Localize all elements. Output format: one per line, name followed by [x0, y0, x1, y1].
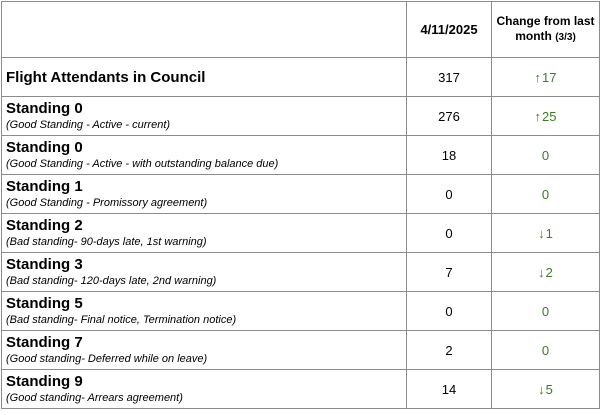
- row-label: [2, 331, 407, 370]
- row-change: [492, 97, 600, 136]
- table-row: [2, 175, 600, 214]
- row-subtitle: (Good standing- Arrears agreement): [6, 392, 183, 404]
- table-row: [2, 58, 600, 97]
- row-label: [2, 175, 407, 214]
- row-title: Flight Attendants in Council: [6, 68, 206, 86]
- row-change: [492, 253, 600, 292]
- row-label: [2, 214, 407, 253]
- row-change-value: 0: [541, 147, 550, 163]
- row-title: Standing 1: [6, 178, 83, 195]
- row-title: Standing 0: [6, 100, 83, 117]
- row-subtitle: (Bad standing- Final notice, Termination notice): [6, 314, 237, 326]
- header-date: 4/11/2025: [407, 2, 492, 58]
- row-label: [2, 370, 407, 409]
- row-change-value: 17: [542, 69, 557, 85]
- row-label: [2, 292, 407, 331]
- table-row: [2, 214, 600, 253]
- row-title: Standing 2: [6, 217, 83, 234]
- header-change: [492, 2, 600, 58]
- row-change-value: 0: [541, 186, 550, 202]
- row-value: 0: [407, 175, 492, 214]
- row-subtitle: (Bad standing- 120-days late, 2nd warning): [6, 275, 217, 287]
- row-change-value: 1: [545, 225, 553, 241]
- row-change-value: 0: [541, 342, 550, 358]
- row-value: 317: [407, 58, 492, 97]
- row-label: [2, 58, 407, 97]
- table-row: [2, 97, 600, 136]
- row-change-value: 0: [541, 303, 550, 319]
- arrow-down-icon: ↓: [538, 264, 545, 280]
- row-subtitle: (Bad standing- 90-days late, 1st warning): [6, 236, 207, 248]
- row-subtitle: (Good Standing - Promissory agreement): [6, 197, 208, 209]
- row-value: 276: [407, 97, 492, 136]
- header-change-period: (3/3): [555, 32, 576, 43]
- table-row: [2, 370, 600, 409]
- row-value: 0: [407, 292, 492, 331]
- row-value: 2: [407, 331, 492, 370]
- header-row: [2, 2, 600, 58]
- row-change-value: 25: [542, 108, 557, 124]
- header-change-line2: month: [515, 29, 552, 43]
- table-row: [2, 331, 600, 370]
- row-change: [492, 370, 600, 409]
- standings-table: [1, 1, 600, 409]
- row-change-value: 2: [545, 264, 553, 280]
- row-label: [2, 253, 407, 292]
- row-value: 14: [407, 370, 492, 409]
- row-change: [492, 331, 600, 370]
- row-title: Standing 3: [6, 256, 83, 273]
- row-subtitle: (Good Standing - Active - with outstanding balance due): [6, 158, 279, 170]
- arrow-down-icon: ↓: [538, 225, 545, 241]
- row-title: Standing 0: [6, 139, 83, 156]
- row-subtitle: (Good standing- Deferred while on leave): [6, 353, 208, 365]
- table-row: [2, 292, 600, 331]
- row-change: [492, 175, 600, 214]
- row-title: Standing 7: [6, 334, 83, 351]
- row-value: 0: [407, 214, 492, 253]
- header-empty-cell: [2, 2, 407, 58]
- row-value: 18: [407, 136, 492, 175]
- row-title: Standing 5: [6, 295, 83, 312]
- arrow-up-icon: ↑: [534, 69, 542, 85]
- table-row: [2, 253, 600, 292]
- row-label: [2, 136, 407, 175]
- row-title: Standing 9: [6, 373, 83, 390]
- row-label: [2, 97, 407, 136]
- arrow-up-icon: ↑: [534, 108, 542, 124]
- row-change: [492, 136, 600, 175]
- row-change: [492, 292, 600, 331]
- row-change-value: 5: [545, 381, 553, 397]
- row-change: [492, 214, 600, 253]
- table-row: [2, 136, 600, 175]
- header-change-line1: Change from last: [496, 14, 595, 28]
- row-value: 7: [407, 253, 492, 292]
- row-change: [492, 58, 600, 97]
- arrow-down-icon: ↓: [538, 381, 545, 397]
- row-subtitle: (Good Standing - Active - current): [6, 119, 171, 131]
